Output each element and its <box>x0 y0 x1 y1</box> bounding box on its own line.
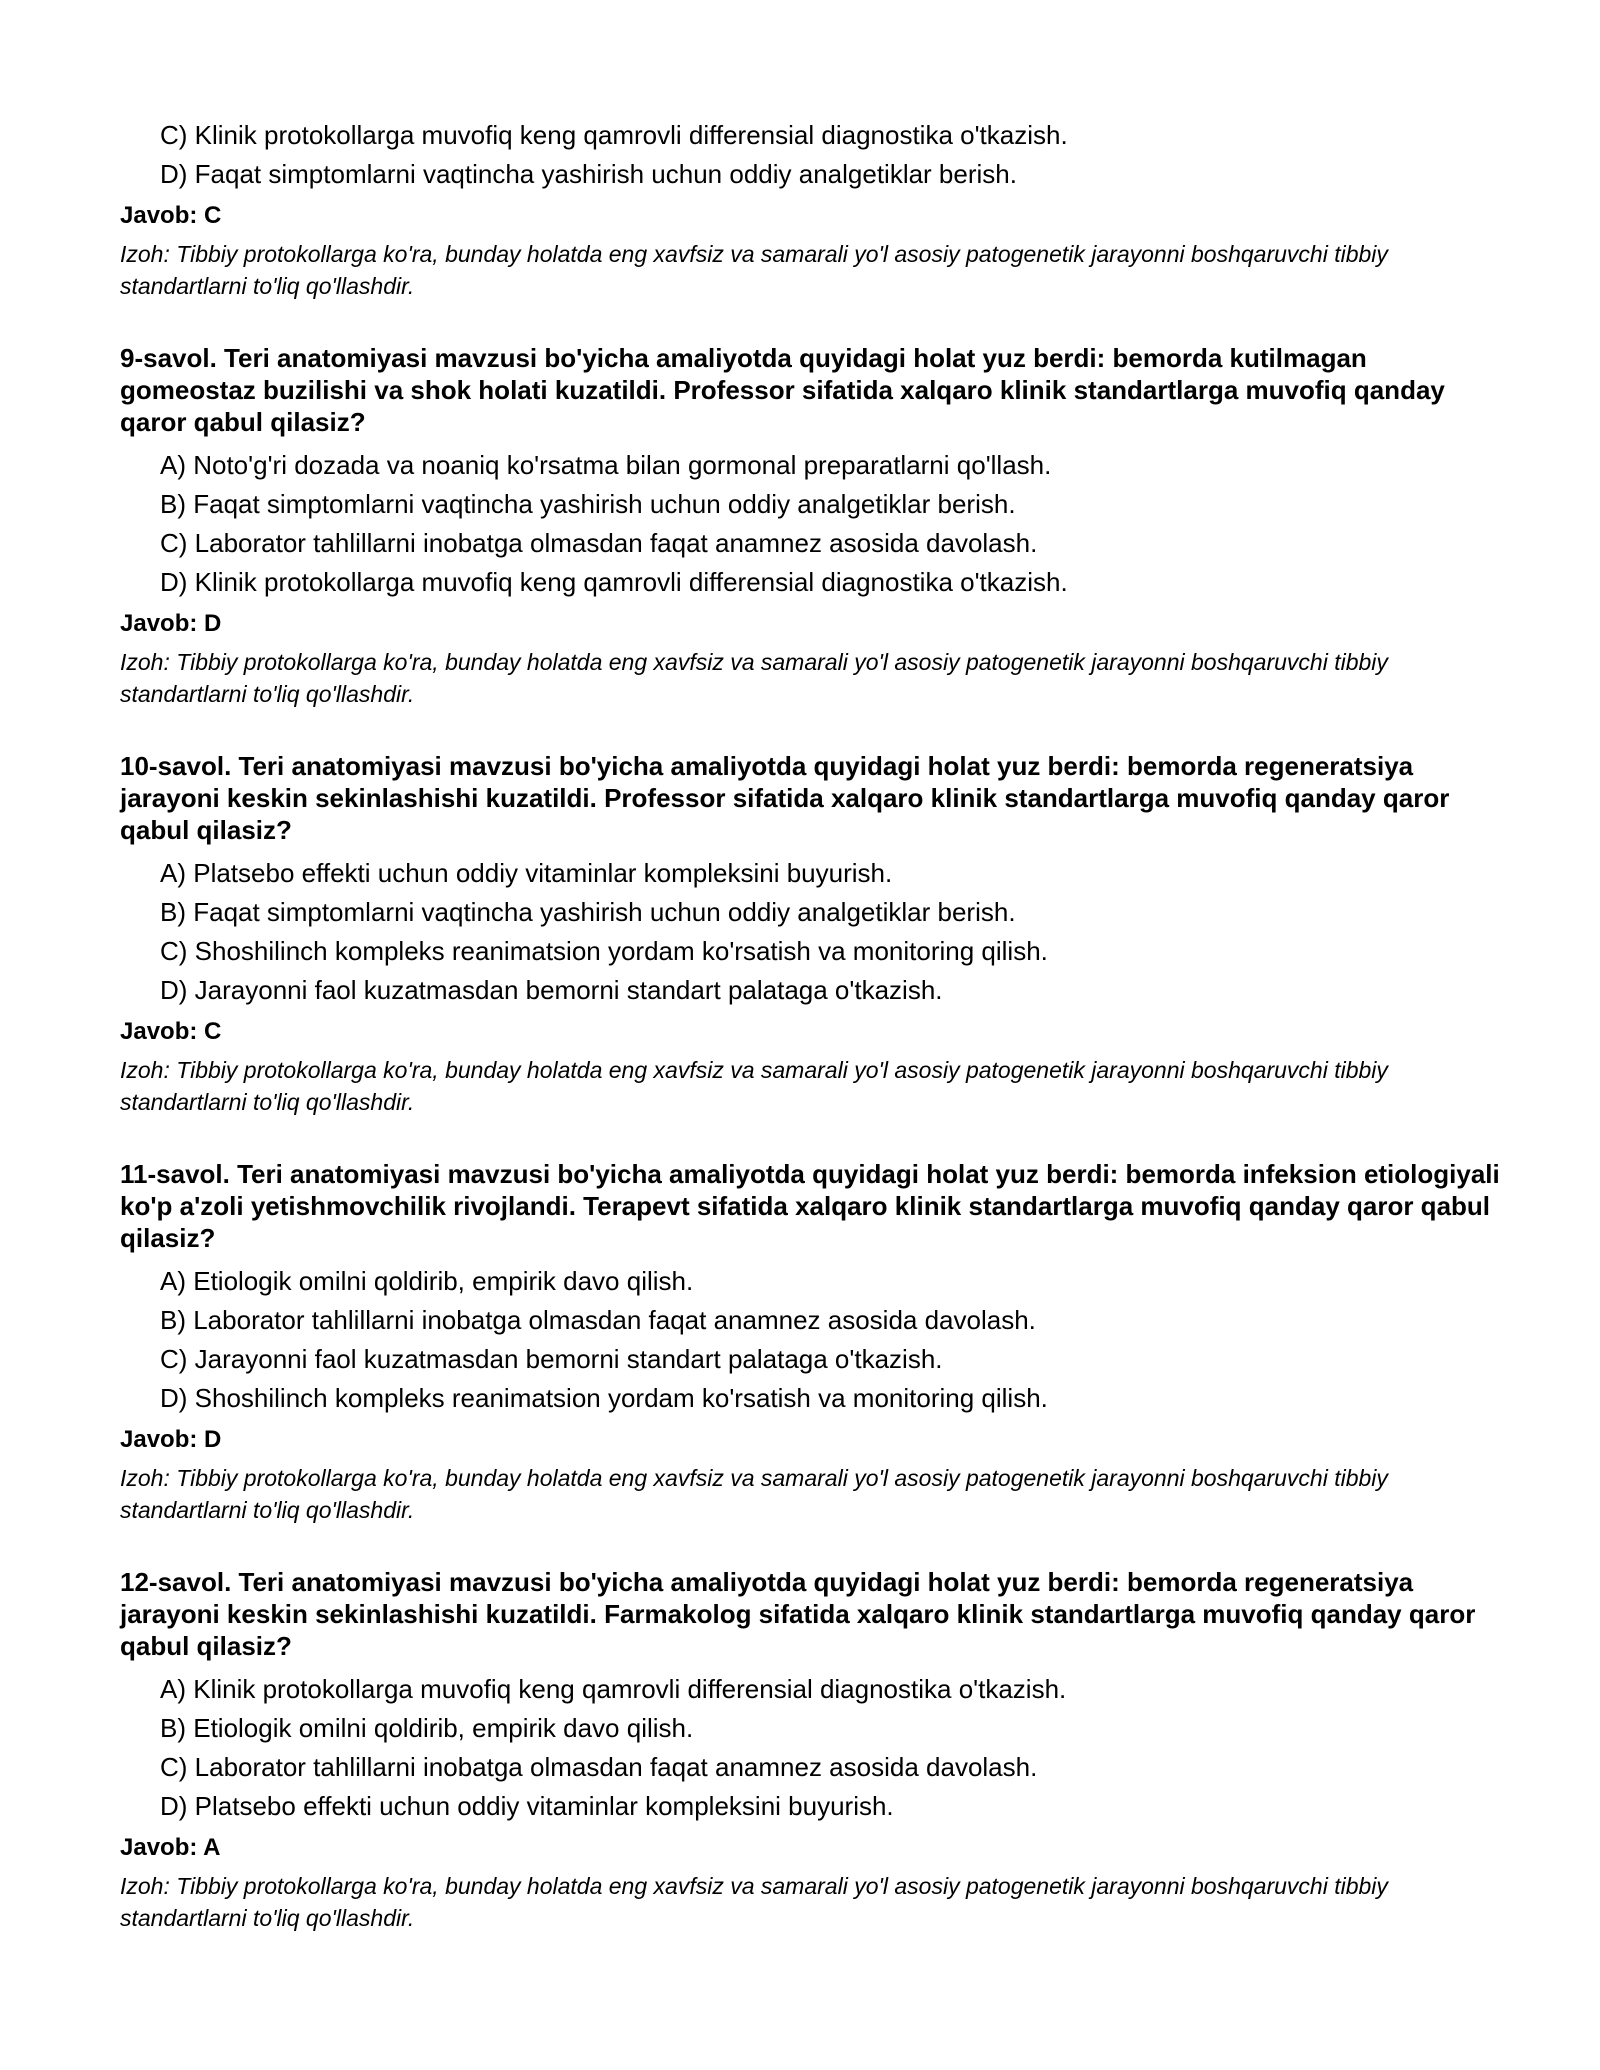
option-d: D) Klinik protokollarga muvofiq keng qamrovli differensial diagnostika o'tkazish. <box>160 567 1068 597</box>
explanation-note: Izoh: Tibbiy protokollarga ko'ra, bunday holatda eng xavfsiz va samarali yo'l asosiy patogenetik jarayonni boshqaruvchi tibbiy standartlarni to'liq qo'llashdir. <box>120 649 1388 707</box>
question-text: 11-savol. Teri anatomiyasi mavzusi bo'yicha amaliyotda quyidagi holat yuz berdi: bemorda infeksion etiologiyali ko'p a'zoli yetishmovchilik rivojlandi. Terapevt sifatida xalqaro klinik standartlarga muvofiq qanday qaror qabul qilasiz? <box>120 1159 1500 1253</box>
question-text: 10-savol. Teri anatomiyasi mavzusi bo'yicha amaliyotda quyidagi holat yuz berdi: bemorda regeneratsiya jarayoni keskin sekinlashishi kuzatildi. Professor sifatida xalqaro klinik standartlarga muvofiq qanday qaror qabul qilasiz? <box>120 751 1450 845</box>
explanation-note: Izoh: Tibbiy protokollarga ko'ra, bunday holatda eng xavfsiz va samarali yo'l asosiy patogenetik jarayonni boshqaruvchi tibbiy standartlarni to'liq qo'llashdir. <box>120 1873 1388 1931</box>
explanation-note: Izoh: Tibbiy protokollarga ko'ra, bunday holatda eng xavfsiz va samarali yo'l asosiy patogenetik jarayonni boshqaruvchi tibbiy standartlarni to'liq qo'llashdir. <box>120 241 1388 299</box>
option-d: D) Jarayonni faol kuzatmasdan bemorni standart palataga o'tkazish. <box>160 975 943 1005</box>
question-text: 9-savol. Teri anatomiyasi mavzusi bo'yicha amaliyotda quyidagi holat yuz berdi: bemorda kutilmagan gomeostaz buzilishi va shok holati kuzatildi. Professor sifatida xalqaro klinik standartlarga muvofiq qanday qaror qabul qilasiz? <box>120 343 1445 437</box>
option-c: C) Laborator tahlillarni inobatga olmasdan faqat anamnez asosida davolash. <box>160 1752 1038 1782</box>
question-9-block <box>120 342 1520 710</box>
option-d: D) Faqat simptomlarni vaqtincha yashirish uchun oddiy analgetiklar berish. <box>160 159 1017 189</box>
option-c: C) Jarayonni faol kuzatmasdan bemorni standart palataga o'tkazish. <box>160 1344 943 1374</box>
option-a: A) Klinik protokollarga muvofiq keng qamrovli differensial diagnostika o'tkazish. <box>160 1674 1067 1704</box>
option-b: B) Faqat simptomlarni vaqtincha yashirish uchun oddiy analgetiklar berish. <box>160 489 1016 519</box>
answer-label: Javob: D <box>120 1426 222 1453</box>
option-c: C) Shoshilinch kompleks reanimatsion yordam ko'rsatish va monitoring qilish. <box>160 936 1048 966</box>
option-d: D) Shoshilinch kompleks reanimatsion yordam ko'rsatish va monitoring qilish. <box>160 1383 1048 1413</box>
option-a: A) Noto'g'ri dozada va noaniq ko'rsatma bilan gormonal preparatlarni qo'llash. <box>160 450 1052 480</box>
option-a: A) Etiologik omilni qoldirib, empirik davo qilish. <box>160 1266 694 1296</box>
option-b: B) Etiologik omilni qoldirib, empirik davo qilish. <box>160 1713 694 1743</box>
explanation-note: Izoh: Tibbiy protokollarga ko'ra, bunday holatda eng xavfsiz va samarali yo'l asosiy patogenetik jarayonni boshqaruvchi tibbiy standartlarni to'liq qo'llashdir. <box>120 1465 1388 1523</box>
answer-label: Javob: A <box>120 1834 221 1861</box>
option-a: A) Platsebo effekti uchun oddiy vitaminlar kompleksini buyurish. <box>160 858 893 888</box>
answer-label: Javob: D <box>120 610 222 637</box>
option-d: D) Platsebo effekti uchun oddiy vitaminlar kompleksini buyurish. <box>160 1791 894 1821</box>
question-10-block <box>120 750 1520 1118</box>
question-11-block <box>120 1158 1520 1526</box>
answer-label: Javob: C <box>120 1018 222 1045</box>
question-8-continuation <box>120 120 1520 302</box>
explanation-note: Izoh: Tibbiy protokollarga ko'ra, bunday holatda eng xavfsiz va samarali yo'l asosiy patogenetik jarayonni boshqaruvchi tibbiy standartlarni to'liq qo'llashdir. <box>120 1057 1388 1115</box>
option-c: C) Laborator tahlillarni inobatga olmasdan faqat anamnez asosida davolash. <box>160 528 1038 558</box>
option-b: B) Laborator tahlillarni inobatga olmasdan faqat anamnez asosida davolash. <box>160 1305 1036 1335</box>
answer-label: Javob: C <box>120 202 222 229</box>
option-b: B) Faqat simptomlarni vaqtincha yashirish uchun oddiy analgetiklar berish. <box>160 897 1016 927</box>
question-text: 12-savol. Teri anatomiyasi mavzusi bo'yicha amaliyotda quyidagi holat yuz berdi: bemorda regeneratsiya jarayoni keskin sekinlashishi kuzatildi. Farmakolog sifatida xalqaro klinik standartlarga muvofiq qanday qaror qabul qilasiz? <box>120 1567 1476 1661</box>
question-12-block <box>120 1566 1520 1934</box>
document-page <box>120 120 1520 1934</box>
option-c: C) Klinik protokollarga muvofiq keng qamrovli differensial diagnostika o'tkazish. <box>160 120 1068 150</box>
